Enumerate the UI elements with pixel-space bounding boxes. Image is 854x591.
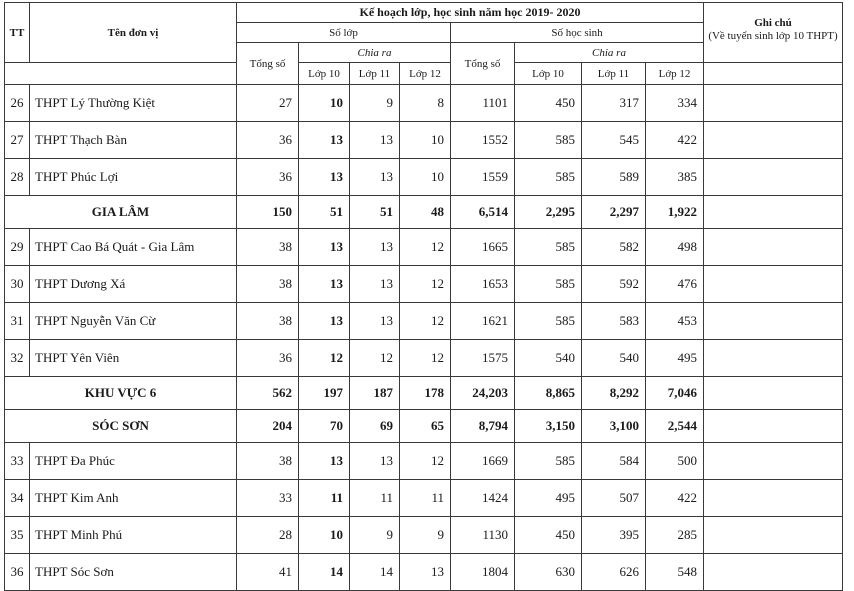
- cell-c-total: 33: [237, 480, 299, 517]
- cell-s10: 8,865: [515, 377, 582, 410]
- cell-s12: 7,046: [646, 377, 704, 410]
- plan-title: Kế hoạch lớp, học sinh năm học 2019- 2020: [237, 3, 704, 23]
- cell-c12: 10: [400, 159, 451, 196]
- classes-grade12-header: Lớp 12: [400, 63, 451, 85]
- school-name: THPT Cao Bá Quát - Gia Lâm: [30, 229, 237, 266]
- students-grade11-header: Lớp 11: [582, 63, 646, 85]
- cell-s12: 2,544: [646, 410, 704, 443]
- students-split-header: Chia ra: [515, 43, 704, 63]
- cell-s-total: 1669: [451, 443, 515, 480]
- cell-c10: 197: [299, 377, 350, 410]
- cell-c12: 11: [400, 480, 451, 517]
- school-name: THPT Lý Thường Kiệt: [30, 85, 237, 122]
- school-name: THPT Dương Xá: [30, 266, 237, 303]
- row-tt: 33: [5, 443, 30, 480]
- cell-c12: 12: [400, 303, 451, 340]
- cell-c-total: 38: [237, 266, 299, 303]
- classes-group-header: Số lớp: [237, 23, 451, 43]
- cell-c11: 9: [350, 85, 400, 122]
- cell-c10: 70: [299, 410, 350, 443]
- cell-c11: 11: [350, 480, 400, 517]
- col-header-note: [704, 3, 843, 63]
- cell-c12: 48: [400, 196, 451, 229]
- cell-note: [704, 377, 843, 410]
- cell-c11: 13: [350, 159, 400, 196]
- cell-c10: 13: [299, 266, 350, 303]
- cell-s-total: 1559: [451, 159, 515, 196]
- cell-c11: 13: [350, 303, 400, 340]
- cell-note: [704, 303, 843, 340]
- students-group-header: Số học sinh: [451, 23, 704, 43]
- school-name: THPT Sóc Sơn: [30, 554, 237, 591]
- cell-s12: 422: [646, 480, 704, 517]
- cell-s11: 2,297: [582, 196, 646, 229]
- cell-s12: 422: [646, 122, 704, 159]
- cell-c10: 13: [299, 122, 350, 159]
- cell-c12: 9: [400, 517, 451, 554]
- cell-c12: 13: [400, 554, 451, 591]
- row-tt: 30: [5, 266, 30, 303]
- cell-c12: 178: [400, 377, 451, 410]
- cell-c10: 10: [299, 517, 350, 554]
- table-row: [5, 554, 843, 591]
- cell-s10: 540: [515, 340, 582, 377]
- cell-c-total: 38: [237, 303, 299, 340]
- classes-grade11-header: Lớp 11: [350, 63, 400, 85]
- cell-s12: 334: [646, 85, 704, 122]
- cell-s11: 582: [582, 229, 646, 266]
- students-total-header: Tổng số: [451, 43, 515, 85]
- cell-s11: 3,100: [582, 410, 646, 443]
- table-row-group: [5, 196, 843, 229]
- cell-c11: 12: [350, 340, 400, 377]
- school-plan-table: [4, 2, 843, 591]
- note-subtitle: (Về tuyển sinh lớp 10 THPT): [708, 30, 838, 42]
- col-header-tt: TT: [5, 3, 30, 63]
- cell-c10: 13: [299, 159, 350, 196]
- cell-c-total: 150: [237, 196, 299, 229]
- cell-s12: 285: [646, 517, 704, 554]
- cell-c-total: 38: [237, 443, 299, 480]
- cell-note: [704, 480, 843, 517]
- cell-s11: 589: [582, 159, 646, 196]
- cell-c-total: 204: [237, 410, 299, 443]
- cell-s10: 585: [515, 229, 582, 266]
- table-row: [5, 443, 843, 480]
- students-grade10-header: Lớp 10: [515, 63, 582, 85]
- cell-c10: 13: [299, 303, 350, 340]
- cell-s11: 540: [582, 340, 646, 377]
- note-title: Ghi chú: [754, 17, 792, 29]
- cell-c11: 13: [350, 229, 400, 266]
- cell-s-total: 1653: [451, 266, 515, 303]
- cell-s-total: 1101: [451, 85, 515, 122]
- cell-c-total: 36: [237, 340, 299, 377]
- cell-s11: 395: [582, 517, 646, 554]
- cell-s10: 450: [515, 85, 582, 122]
- col-header-unit: Tên đơn vị: [30, 3, 237, 63]
- cell-note: [704, 196, 843, 229]
- cell-c11: 69: [350, 410, 400, 443]
- cell-s-total: 8,794: [451, 410, 515, 443]
- cell-s11: 626: [582, 554, 646, 591]
- cell-s12: 1,922: [646, 196, 704, 229]
- note-spacer: [704, 63, 843, 85]
- cell-s-total: 1804: [451, 554, 515, 591]
- cell-c-total: 38: [237, 229, 299, 266]
- table-row: [5, 159, 843, 196]
- table-row: [5, 340, 843, 377]
- cell-s10: 585: [515, 443, 582, 480]
- group-name: KHU VỰC 6: [5, 377, 237, 410]
- school-name: THPT Đa Phúc: [30, 443, 237, 480]
- classes-split-header: Chia ra: [299, 43, 451, 63]
- cell-note: [704, 554, 843, 591]
- cell-c10: 12: [299, 340, 350, 377]
- school-name: THPT Thạch Bàn: [30, 122, 237, 159]
- cell-s10: 585: [515, 122, 582, 159]
- cell-s10: 450: [515, 517, 582, 554]
- cell-note: [704, 443, 843, 480]
- school-name: THPT Yên Viên: [30, 340, 237, 377]
- cell-note: [704, 410, 843, 443]
- cell-s11: 584: [582, 443, 646, 480]
- cell-c-total: 41: [237, 554, 299, 591]
- cell-c10: 51: [299, 196, 350, 229]
- cell-note: [704, 159, 843, 196]
- cell-c-total: 36: [237, 122, 299, 159]
- cell-s11: 583: [582, 303, 646, 340]
- cell-c12: 12: [400, 229, 451, 266]
- group-name: SÓC SƠN: [5, 410, 237, 443]
- cell-s-total: 1130: [451, 517, 515, 554]
- header-spacer: [5, 63, 237, 85]
- row-tt: 27: [5, 122, 30, 159]
- cell-s10: 2,295: [515, 196, 582, 229]
- cell-c12: 65: [400, 410, 451, 443]
- cell-note: [704, 340, 843, 377]
- cell-note: [704, 517, 843, 554]
- cell-s11: 8,292: [582, 377, 646, 410]
- row-tt: 29: [5, 229, 30, 266]
- cell-c10: 13: [299, 443, 350, 480]
- cell-note: [704, 229, 843, 266]
- row-tt: 31: [5, 303, 30, 340]
- cell-s-total: 1575: [451, 340, 515, 377]
- cell-s-total: 1621: [451, 303, 515, 340]
- cell-s11: 507: [582, 480, 646, 517]
- cell-c-total: 562: [237, 377, 299, 410]
- cell-c12: 12: [400, 340, 451, 377]
- cell-c11: 9: [350, 517, 400, 554]
- cell-c12: 12: [400, 443, 451, 480]
- table-row: [5, 122, 843, 159]
- table-row: [5, 85, 843, 122]
- cell-note: [704, 266, 843, 303]
- row-tt: 34: [5, 480, 30, 517]
- cell-s-total: 24,203: [451, 377, 515, 410]
- table-row-group: [5, 377, 843, 410]
- cell-s12: 476: [646, 266, 704, 303]
- table-row: [5, 480, 843, 517]
- students-grade12-header: Lớp 12: [646, 63, 704, 85]
- cell-s11: 545: [582, 122, 646, 159]
- cell-c11: 14: [350, 554, 400, 591]
- cell-s10: 495: [515, 480, 582, 517]
- cell-s11: 317: [582, 85, 646, 122]
- cell-c11: 13: [350, 266, 400, 303]
- cell-s12: 500: [646, 443, 704, 480]
- cell-c-total: 27: [237, 85, 299, 122]
- row-tt: 26: [5, 85, 30, 122]
- group-name: GIA LÂM: [5, 196, 237, 229]
- cell-c11: 51: [350, 196, 400, 229]
- school-name: THPT Minh Phú: [30, 517, 237, 554]
- cell-c-total: 28: [237, 517, 299, 554]
- cell-c12: 12: [400, 266, 451, 303]
- cell-c12: 8: [400, 85, 451, 122]
- table-row: [5, 517, 843, 554]
- cell-c10: 10: [299, 85, 350, 122]
- cell-note: [704, 85, 843, 122]
- cell-c10: 14: [299, 554, 350, 591]
- cell-s11: 592: [582, 266, 646, 303]
- classes-grade10-header: Lớp 10: [299, 63, 350, 85]
- cell-s-total: 1552: [451, 122, 515, 159]
- cell-s-total: 6,514: [451, 196, 515, 229]
- cell-s10: 3,150: [515, 410, 582, 443]
- cell-c10: 13: [299, 229, 350, 266]
- cell-c-total: 36: [237, 159, 299, 196]
- table-row: [5, 303, 843, 340]
- row-tt: 35: [5, 517, 30, 554]
- school-name: THPT Phúc Lợi: [30, 159, 237, 196]
- cell-note: [704, 122, 843, 159]
- cell-c11: 187: [350, 377, 400, 410]
- cell-s10: 585: [515, 266, 582, 303]
- cell-s12: 548: [646, 554, 704, 591]
- table-row: [5, 266, 843, 303]
- cell-s12: 453: [646, 303, 704, 340]
- table-row-group: [5, 410, 843, 443]
- cell-c12: 10: [400, 122, 451, 159]
- cell-s12: 385: [646, 159, 704, 196]
- row-tt: 32: [5, 340, 30, 377]
- cell-c11: 13: [350, 122, 400, 159]
- school-name: THPT Kim Anh: [30, 480, 237, 517]
- cell-s10: 585: [515, 303, 582, 340]
- table-row: [5, 229, 843, 266]
- cell-c10: 11: [299, 480, 350, 517]
- cell-s12: 495: [646, 340, 704, 377]
- row-tt: 28: [5, 159, 30, 196]
- cell-s12: 498: [646, 229, 704, 266]
- school-name: THPT Nguyễn Văn Cừ: [30, 303, 237, 340]
- row-tt: 36: [5, 554, 30, 591]
- cell-s10: 630: [515, 554, 582, 591]
- cell-c11: 13: [350, 443, 400, 480]
- cell-s10: 585: [515, 159, 582, 196]
- classes-total-header: Tổng số: [237, 43, 299, 85]
- cell-s-total: 1424: [451, 480, 515, 517]
- cell-s-total: 1665: [451, 229, 515, 266]
